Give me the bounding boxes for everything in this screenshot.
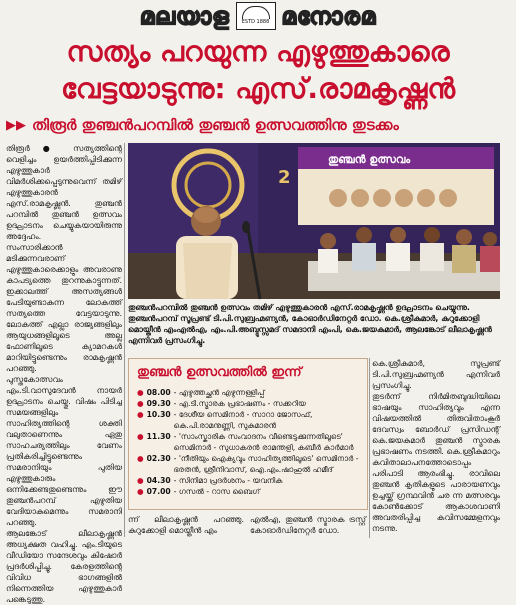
schedule-time: 09.30 — [146, 399, 171, 408]
column-divider — [369, 358, 370, 538]
paragraph: തുടർന്ന് നിർമിതബുദ്ധിയിലെ ഭാഷയും സാഹിത്യവും എന്ന വിഷയത്തിൽ തിരുവിതാംകൂർ ദേവസ്വം ബോർഡ് പ്രസിഡന്റ് കെ.ജയകുമാർ തുഞ്ചൻ സ്മാരക പ്രഭാഷണം നടത്തി. കെ.ശ്രീകുമാറും കവിതാലാപനത്തോടൊപ്പം പരിപാടി ആരംഭിച്ചു. രാവിലെ തുഞ്ചൻ കൃതികളുടെ പാരായണവും ഉച്ചയ്ക്ക് ഗ്രന്ഥവിൻ ചര ന്ന മത്സരവും കോൺക്കോട് ആകാശവാണി അവതരിപ്പിച്ച കവിസമ്മേളനവും നടന്നു. — [372, 392, 500, 533]
schedule-time: 10.30 — [146, 410, 171, 419]
paragraph: പുസ്തകോത്സവം എം.ടി.വാസുദേവൻ നായർ ഉദ്ഘാടനം ചെയ്തു. വിഷം പിടിച്ച സമയങ്ങളിലും സാഹിത്യത്തിന്റെ ശക്തി വലുതാണെന്നും ഏതു സാഹചര്യത്തിലും വേണം പ്രതികരിച്ചിട്ടുണ്ടെന്നും സമരാനിയും പുതിയ എഴുത്തുകാരും ഒന്നിക്കേണ്ടതുണ്ടെന്നും ഈ തുഞ്ചൻപറമ്പ് എഴുതിയ വേദിയാകുമെന്നും സമരാനി പറഞ്ഞു. — [6, 375, 122, 527]
bullet-icon: ● — [137, 487, 144, 496]
headline-line-2: വേട്ടയാടുന്നു: എസ്.രാമകൃഷ്ണൻ — [60, 72, 456, 105]
schedule-time: 11.30 — [146, 432, 171, 441]
schedule-text: - സിനിമാ പ്രദർശനം - യവനിക — [173, 476, 283, 485]
bottom-left-text: ന്ന് ലീലാകൃഷ്ണൻ പറഞ്ഞു. കുറുക്കോളി മൊയ്തീൻ എം — [128, 515, 244, 535]
schedule-title: തുഞ്ചൻ ഉത്സവത്തിൽ ഇന്ന് — [137, 365, 302, 380]
schedule-time: 02.30 — [146, 454, 171, 463]
bullet-icon: ● — [137, 432, 144, 441]
schedule-text: - 'നീതിയും ഐക്യവും സാഹിത്യത്തിലൂടെ' സെമിനാർ - ഭരതൻ, ശ്രീനിവാസ്, ഐ.എം.ഷാഹുൽ ഹമീദ് — [173, 454, 359, 474]
masthead-title-right: മനോരമ — [281, 2, 377, 30]
schedule-time: 04.30 — [146, 476, 171, 485]
schedule-time: 07.00 — [146, 487, 171, 496]
right-column — [372, 358, 500, 538]
schedule-text: - ഗസൽ - റാസ ബൈഗ് — [173, 487, 260, 496]
bullet-icon: ● — [137, 454, 144, 463]
schedule-list — [137, 387, 363, 497]
double-arrow-icon: ▶▶ — [6, 117, 26, 133]
left-column — [6, 143, 122, 604]
schedule-item — [137, 398, 363, 409]
schedule-item — [137, 475, 363, 486]
headline-line-1: സത്യം പറയുന്ന എഴുത്തുകാരെ — [66, 35, 450, 68]
subheadline — [6, 113, 510, 137]
masthead — [0, 0, 516, 32]
bullet-icon: ● — [137, 388, 144, 397]
photo-banner-text: തുഞ്ചൻ ഉത്സവം — [328, 153, 411, 166]
masthead-est: ESTD 1888 — [241, 19, 270, 25]
schedule-item — [137, 431, 363, 453]
schedule-time: 08.00 — [146, 388, 171, 397]
schedule-text: - എഴുത്തച്ഛൻ എഴുന്നള്ളിപ്പ് — [173, 388, 265, 397]
paragraph: തിരൂർ ● സത്യത്തിന്റെ വെളിച്ചം ഉയർത്തിപ്പിടിക്കുന്ന എഴുത്തുകാർ വിമർശിക്കപ്പെടുന്നുവെന്ന് തമിഴ് എഴുത്തുകാരൻ എസ്.രാമകൃഷ്ണൻ. തുഞ്ചൻ പറമ്പിൽ തുഞ്ചൻ ഉത്സവം ഉദ്ഘാടനം ചെയ്യുകയായിരുന്നു അദ്ദേഹം. — [6, 144, 122, 241]
news-photo — [128, 143, 500, 299]
masthead-title-left: മലയാള — [139, 2, 230, 30]
paragraph: ആലങ്കോട് ലീലാകൃഷ്ണൻ അധ്യക്ഷത വഹിച്ചു. എം.ടിയുടെ വീഡിയോ സന്ദേശവും കിഷോർ പ്രദർശിപ്പിച്ചു. കേരളത്തിന്റെ വിവിധ ഭാഗങ്ങളിൽ നിന്നെത്തിയ എഴുത്തുകാർ പങ്കെടുത്തു. — [6, 529, 122, 604]
paragraph: സംസാരിക്കാൻ മടിക്കുന്നവരാണ് എഴുത്തുകാരെക്കാളും അവരാണു കാപട്യത്തെ തുറന്നുകാട്ടുന്നത്. ഇക്കാലത്ത് അസത്യങ്ങൾ പേടിയുണ്ടാകുന്ന ലോകത്ത് സത്യത്തെ വേട്ടയാടുന്നു. ലോകത്ത് എല്ലാ രാജ്യങ്ങളിലും ആയുധങ്ങളിലൂടെ അല്ല ഫോണിലൂടെ ക്യാമറകൾ മാറിയിട്ടുണ്ടെന്നും രാമകൃഷ്ണൻ പറഞ്ഞു. — [6, 243, 122, 373]
emblem-icon — [236, 2, 276, 30]
schedule-box — [128, 358, 368, 510]
bullet-icon: ● — [137, 399, 144, 408]
column-divider — [124, 143, 125, 537]
photo-caption: തുഞ്ചൻപറമ്പിൽ തുഞ്ചൻ ഉത്സവം തമിഴ് എഴുത്തുകാരൻ എസ്.രാമകൃഷ്ണൻ ഉദ്ഘാടനം ചെയ്യുന്നു. തുഞ്ചൻപറമ്പ് സൂപ്രണ്ട് ടി.പി.സുബ്രഹ്മണ്യൻ, കോഓർഡിനേറ്റർ ഡോ. കെ.ശ്രീകുമാർ, കുറുക്കോളി മൊയ്തീൻ എംഎൽഎ, എം.പി.അബ്ദുസ്സമദ് സമദാനി എംപി, കെ.ജയകുമാർ, ആലങ്കോട് ലീലാകൃഷ്ണൻ എന്നിവർ പ്രസംഗിച്ചു. — [128, 303, 492, 345]
schedule-text: - എ.ടി.സ്മാരക പ്രഭാഷണം - സക്കറിയ — [173, 399, 306, 408]
subheadline-text: തിരൂർ തുഞ്ചൻപറമ്പിൽ തുഞ്ചൻ ഉത്സവത്തിനു തുടക്കം — [32, 116, 399, 134]
bullet-icon: ● — [137, 476, 144, 485]
photo-banner-number: 2 — [278, 167, 291, 188]
schedule-item — [137, 486, 363, 497]
bullet-icon: ● — [137, 410, 144, 419]
schedule-text: - ദേശീയ സെമിനാർ - സാറാ ജോസഫ്, കെ.പി.രാമനുണ്ണി, സുകുമാരൻ — [173, 410, 313, 430]
schedule-item — [137, 409, 363, 431]
schedule-item — [137, 387, 363, 398]
paragraph: കെ.ശ്രീകുമാർ, സൂപ്രണ്ട് ടി.പി.സുബ്രഹ്മണ്യൻ എന്നിവർ പ്രസംഗിച്ചു. — [372, 359, 500, 390]
schedule-item — [137, 453, 363, 475]
bottom-mid-text: എൽഎ, തുഞ്ചൻ സ്മാരക ട്രസ്റ്റ് കോഓർഡിനേറ്റർ ഡോ. — [250, 515, 366, 535]
schedule-text: - 'സാംസ്കാരിക സംവാദനം വീണ്ടെടുക്കുന്നതിലൂടെ' സെമിനാർ - സുധാകരൻ രാമന്തളി, കബീർ കാർമാർ — [173, 432, 354, 452]
